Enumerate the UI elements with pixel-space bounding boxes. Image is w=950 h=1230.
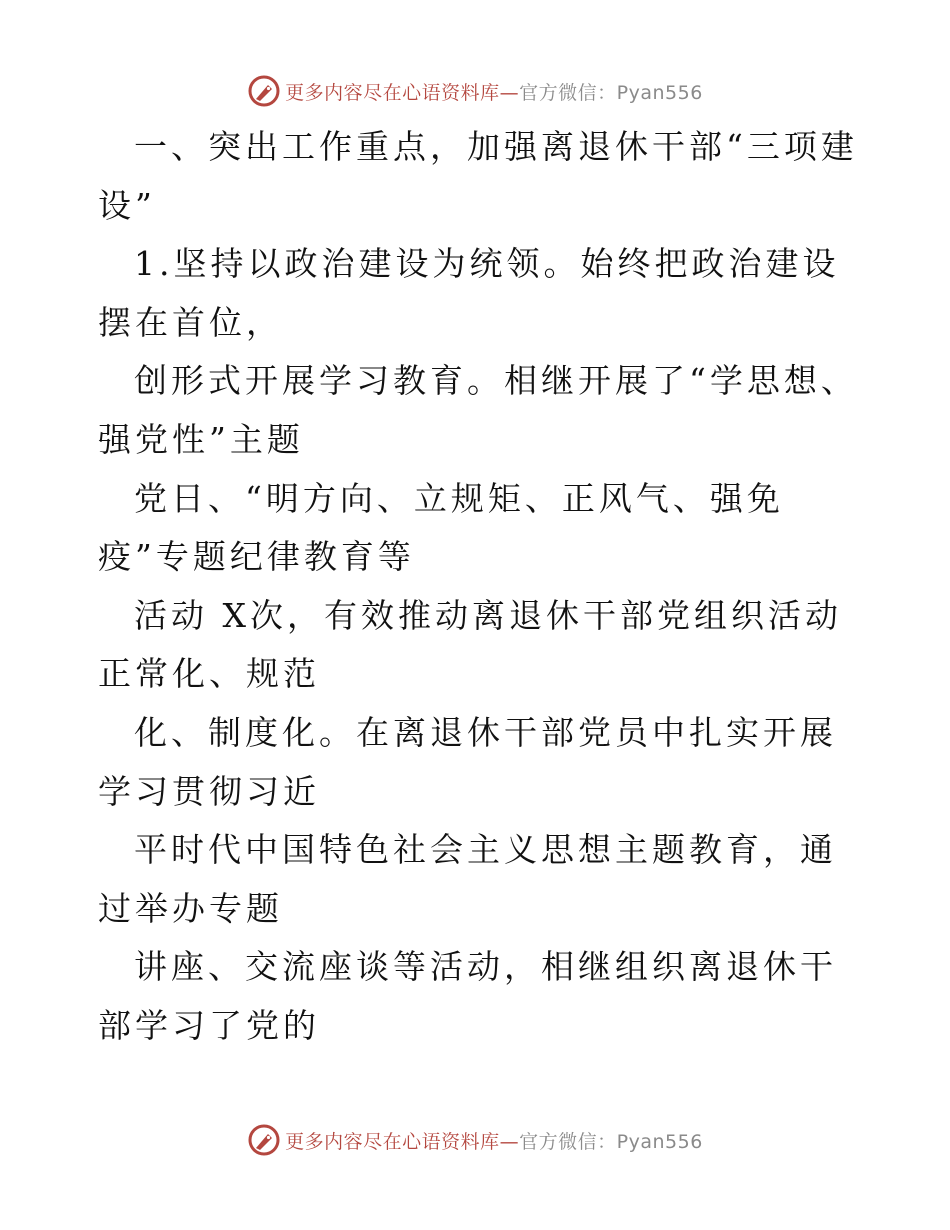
pen-nib-logo-icon	[247, 74, 281, 108]
footer-separator: —	[499, 1130, 520, 1153]
paragraph: 讲座、交流座谈等活动，相继组织离退休干部学习了党的	[98, 947, 837, 1045]
paragraph: 创形式开展学习教育。相继开展了“学思想、强党性”主题	[98, 361, 858, 459]
paragraph: 1.坚持以政治建设为统领。始终把政治建设摆在首位，	[98, 244, 840, 342]
footer-brand-text: 更多内容尽在心语资料库	[285, 1130, 500, 1153]
paragraph: 活动 X次，有效推动离退休干部党组织活动正常化、规范	[98, 595, 842, 694]
header-separator: —	[499, 81, 520, 104]
header-brand-text: 更多内容尽在心语资料库	[285, 81, 500, 104]
header-banner-text	[285, 78, 703, 105]
paragraph: 化、制度化。在离退休干部党员中扎实开展学习贯彻习近	[98, 712, 837, 811]
header-watermark	[0, 71, 950, 111]
footer-watermark	[0, 1120, 950, 1160]
paragraph: 党日、“明方向、立规矩、正风气、强免疫”专题纪律教育等	[98, 478, 784, 577]
paragraph: 一、突出工作重点，加强离退休干部“三项建设”	[98, 127, 858, 225]
pen-nib-logo-icon	[247, 1123, 281, 1157]
header-wechat-text: 官方微信：Pyan556	[519, 81, 703, 104]
footer-banner-text	[285, 1127, 703, 1154]
document-body	[98, 118, 858, 1056]
footer-wechat-text: 官方微信：Pyan556	[519, 1130, 703, 1153]
paragraph: 平时代中国特色社会主义思想主题教育，通过举办专题	[98, 830, 837, 928]
